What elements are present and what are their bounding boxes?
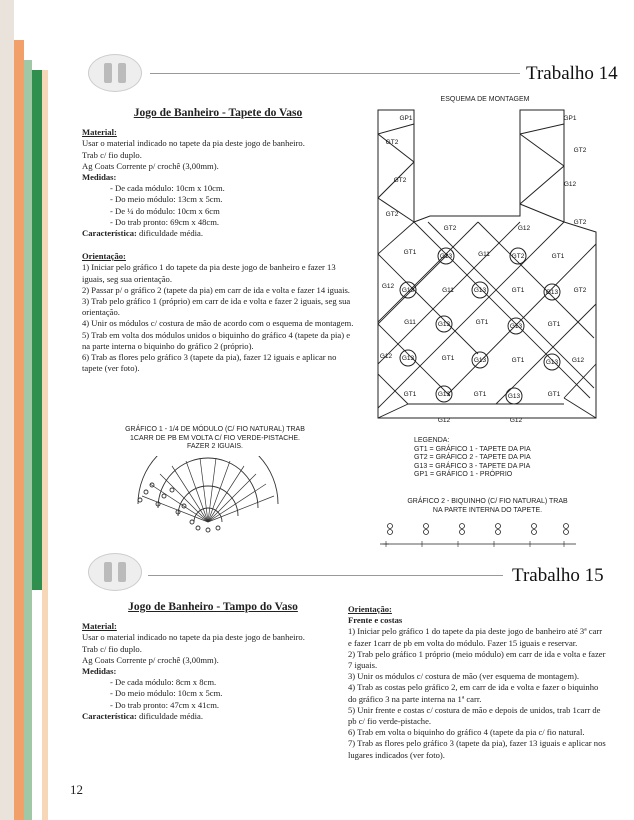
t15-step-1: 1) Iniciar pelo gráfico 1 do tapete da pia deste jogo de banheiro até 3ª carr e fazer 1carr de pb em volta do módulo. Fazer 15 iguais e reservar.	[348, 626, 603, 648]
grafico-2-caption: GRÁFICO 2 - BIQUINHO (C/ FIO NATURAL) TRAB NA PARTE INTERNA DO TAPETE.	[407, 498, 568, 514]
t15-step-5: 5) Unir frente e costas c/ costura de mão e depois de unidos, trab 1carr de pb c/ fio verde-pistache.	[348, 704, 601, 727]
label-g11-a: G11	[478, 251, 490, 258]
label-gp1-right: GP1	[563, 115, 577, 122]
label-g12-a: G12	[563, 181, 577, 188]
label-g13-g: G13	[401, 355, 415, 362]
esquema-diagram	[368, 104, 608, 434]
label-g12-f: G12	[437, 417, 451, 424]
label-gt2-f: GT2	[443, 225, 457, 232]
t15-frente-heading: Frente e costas	[348, 615, 403, 626]
label-gt1-e: GT1	[547, 321, 561, 328]
label-gt2-g: GT2	[511, 253, 525, 260]
label-g12-g: G12	[509, 417, 523, 424]
t14-medida-4: - Do trab pronto: 69cm x 48cm.	[110, 216, 220, 227]
t15-step-7: 7) Trab as flores pelo gráfico 3 (tapete da pia), fazer 13 iguais e aplicar nos lugares indicados (ver foto).	[348, 738, 606, 760]
label-g12-c: G12	[381, 283, 395, 290]
grafico-2-chart	[380, 518, 580, 550]
label-g13-f: G13	[509, 323, 523, 330]
t15-medidas-heading: Medidas:	[82, 666, 117, 677]
esquema-title: ESQUEMA DE MONTAGEM	[440, 96, 530, 103]
t14-medida-1: - De cada módulo: 10cm x 10cm.	[110, 183, 225, 194]
trabalho-14-title: Trabalho 14	[526, 63, 618, 84]
label-gt2-a: GT2	[385, 139, 399, 146]
t14-step-2: 2) Passar p/ o gráfico 2 (tapete da pia) em carr de ida e volta e fazer 14 iguais.	[82, 284, 350, 295]
t15-step-6: 6) Trab em volta o biquinho do gráfico 4 (tapete da pia c/ fio natural.	[348, 727, 585, 738]
label-gt1-j: GT1	[547, 391, 561, 398]
picot-4	[496, 524, 501, 535]
page-number: 12	[70, 782, 83, 797]
label-gt1-c: GT1	[511, 287, 525, 294]
t15-step-4: 4) Trab as costas pelo gráfico 2, em carr de ida e volta e fazer o biquinho do gráfico 3 na parte interna na 1ª carr.	[348, 682, 599, 704]
header-rule	[150, 73, 520, 74]
coats-logo	[88, 54, 142, 92]
t14-step-5: 5) Trab em volta dos módulos unidos o biquinho do gráfico 4 (tapete da pia) e na parte interna o biquinho do gráfico 2 (próprio).	[82, 329, 351, 351]
t15-title: Jogo de Banheiro - Tampo do Vaso	[128, 601, 298, 613]
legenda-gp1: GP1 = GRÁFICO 1 - PRÓPRIO	[414, 471, 513, 478]
t15-material-3: Ag Coats Corrente p/ crochê (3,00mm).	[82, 654, 219, 665]
label-gt2-b: GT2	[393, 177, 407, 184]
label-g13-b: G13	[401, 287, 415, 294]
picot-5	[532, 524, 537, 535]
label-gt2-e: GT2	[573, 219, 587, 226]
t14-step-1: 1) Iniciar pelo gráfico 1 do tapete da pia deste jogo de banheiro e fazer 13 iguais, seg sua orientação.	[82, 262, 336, 284]
label-gt1-g: GT1	[511, 357, 525, 364]
label-g13-k: G13	[507, 393, 521, 400]
picot-1	[388, 524, 393, 535]
label-g11-c: G11	[404, 319, 416, 326]
legenda-gt2: GT2 = GRÁFICO 2 - TAPETE DA PIA	[414, 454, 531, 461]
t14-material-heading: Material:	[82, 127, 117, 138]
page-edge-green	[32, 70, 42, 590]
label-g12-e: G12	[571, 357, 585, 364]
coats-logo-2	[88, 553, 142, 591]
t14-material-3: Ag Coats Corrente p/ crochê (3,00mm).	[82, 160, 219, 171]
t15-medida-3: - Do trab pronto: 47cm x 41cm.	[110, 699, 220, 710]
t14-medida-2: - Do meio módulo: 13cm x 5cm.	[110, 194, 223, 205]
label-g13-c: G13	[473, 287, 487, 294]
label-gt1-d: GT1	[475, 319, 489, 326]
t15-caract: dificuldade média.	[139, 710, 203, 721]
picot-3	[460, 524, 465, 535]
label-g13-i: G13	[545, 359, 559, 366]
t15-material-1: Usar o material indicado no tapete da pia deste jogo de banheiro.	[82, 632, 305, 643]
t14-material-2: Trab c/ fio duplo.	[82, 149, 142, 160]
label-g12-d: G12	[379, 353, 393, 360]
label-g13-a: G13	[439, 253, 453, 260]
label-gt2-h: GT2	[573, 287, 587, 294]
label-gp1-left: GP1	[399, 115, 413, 122]
label-gt1-f: GT1	[441, 355, 455, 362]
label-gt1-h: GT1	[403, 391, 417, 398]
header-rule-2	[148, 575, 503, 576]
grafico-1-chart	[128, 456, 288, 536]
label-g11-b: G11	[442, 287, 454, 294]
label-gt1-a: GT1	[403, 249, 417, 256]
label-g12-b: G12	[517, 225, 531, 232]
trabalho-15-orientacao	[348, 604, 608, 761]
grafico-1-caption: GRÁFICO 1 - 1/4 DE MÓDULO (C/ FIO NATURAL) TRAB 1CARR DE PB EM VOLTA C/ FIO VERDE-PISTACHE. FAZER 2 IGUAIS.	[125, 426, 305, 450]
t15-medida-2: - Do meio módulo: 10cm x 5cm.	[110, 688, 223, 699]
legenda-g13: G13 = GRÁFICO 3 - TAPETE DA PIA	[414, 462, 531, 470]
t15-step-3: 3) Unir os módulos c/ costura de mão (ver esquema de montagem).	[348, 671, 580, 682]
t15-caract-heading: Característica:	[82, 710, 137, 721]
trabalho-15-title: Trabalho 15	[512, 565, 604, 586]
legenda-gt1: GT1 = GRÁFICO 1 - TAPETE DA PIA	[414, 445, 531, 453]
t14-medidas-heading: Medidas:	[82, 172, 117, 183]
t14-caract-heading: Característica:	[82, 228, 137, 239]
t15-step-2: 2) Trab pelo gráfico 1 próprio (meio módulo) em carr de ida e volta e fazer 7 iguais.	[348, 648, 606, 671]
t14-material-1: Usar o material indicado no tapete da pia deste jogo de banheiro.	[82, 138, 305, 149]
label-gt2-d: GT2	[573, 147, 587, 154]
label-g13-e: G13	[437, 321, 451, 328]
t14-orientacao-heading: Orientação:	[82, 251, 126, 262]
t15-medida-1: - De cada módulo: 8cm x 8cm.	[110, 677, 217, 688]
label-g13-h: G13	[473, 357, 487, 364]
picot-2	[424, 524, 429, 535]
trabalho-15-text	[82, 602, 344, 722]
page-edge-light-green	[24, 60, 32, 820]
t14-step-6: 6) Trab as flores pelo gráfico 3 (tapete da pia), fazer 12 iguais e aplicar no tapete (ver foto).	[82, 352, 337, 374]
label-g13-d: G13	[545, 289, 559, 296]
t14-step-4: 4) Unir os módulos c/ costura de mão de acordo com o esquema de montagem.	[82, 318, 354, 329]
label-gt1-i: GT1	[473, 391, 487, 398]
t15-material-heading: Material:	[82, 621, 117, 632]
t14-title: Jogo de Banheiro - Tapete do Vaso	[133, 107, 303, 119]
label-gt1-b: GT1	[551, 253, 565, 260]
page-edge-orange	[14, 40, 24, 820]
trabalho-14-text	[82, 108, 354, 374]
picot-6	[564, 524, 569, 535]
t14-medida-3: - De ¼ do módulo: 10cm x 6cm	[110, 205, 220, 216]
t14-caract: dificuldade média.	[139, 228, 203, 239]
label-g13-j: G13	[437, 391, 451, 398]
label-gt2-c: GT2	[385, 211, 399, 218]
legenda-title: LEGENDA:	[414, 437, 450, 444]
page-edge	[0, 0, 14, 820]
t14-step-3: 3) Trab pelo gráfico 1 (próprio) em carr de ida e volta e fazer 2 iguais, seg sua orientação.	[82, 296, 351, 318]
t15-material-2: Trab c/ fio duplo.	[82, 643, 142, 654]
legenda	[414, 437, 584, 480]
t15-orientacao-heading: Orientação:	[348, 604, 392, 614]
